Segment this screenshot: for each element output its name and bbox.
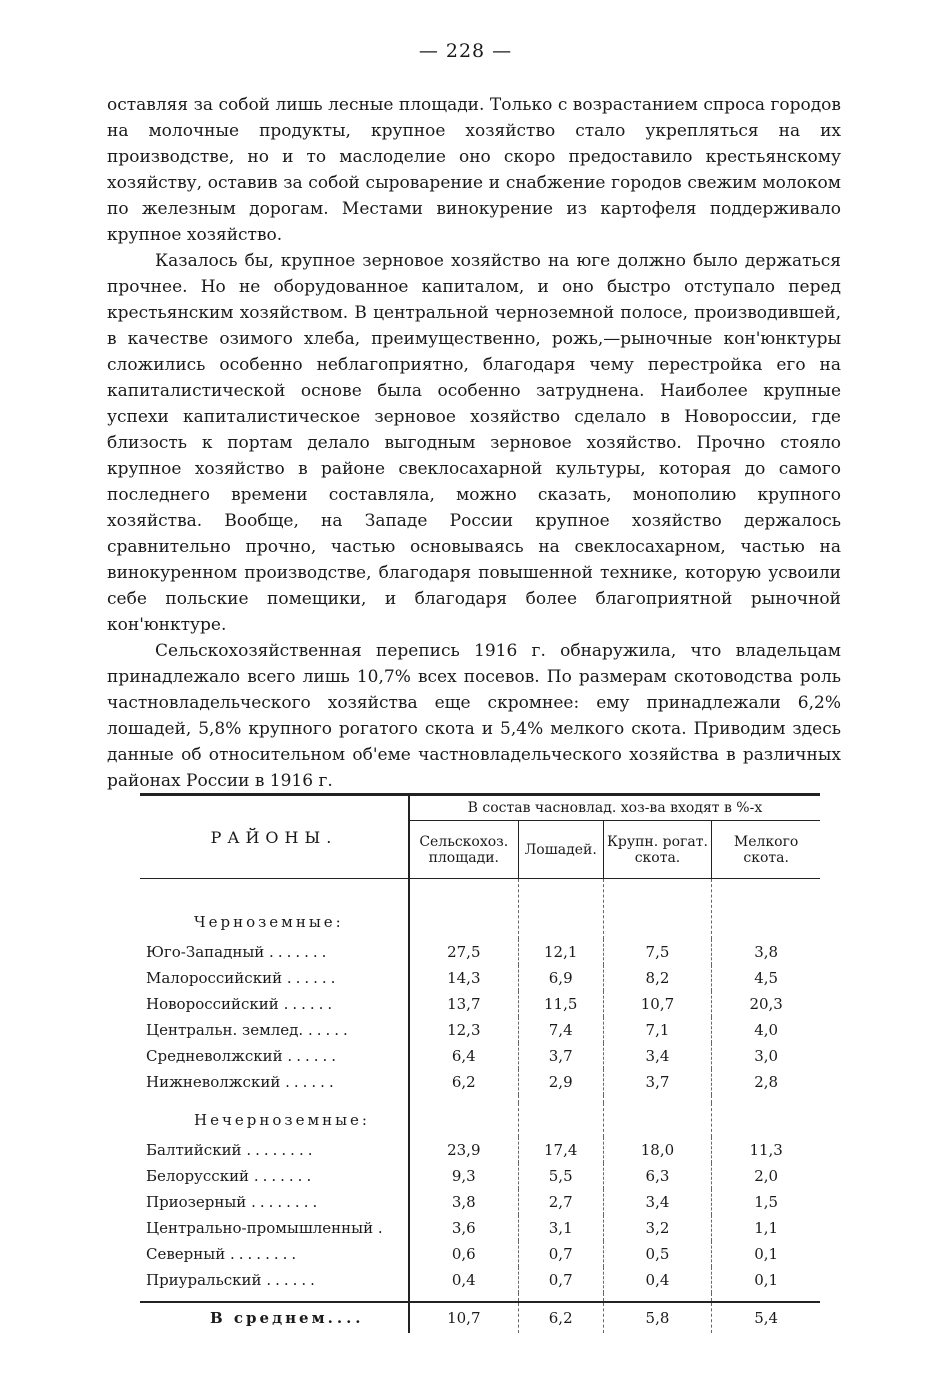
region-name bbox=[140, 1241, 409, 1267]
average-value: 5,4 bbox=[712, 1302, 820, 1333]
column-header-horses: Лошадей. bbox=[518, 821, 603, 879]
value-cell: 20,3 bbox=[749, 995, 783, 1013]
average-label bbox=[140, 1302, 409, 1333]
leader-dots: ....... bbox=[269, 943, 331, 961]
paragraph-2: Казалось бы, крупное зерновое хозяйство на юге должно было держаться прочнее. Но не оборудованное капиталом, и оно быстро отступало перед крестьянским хозяйством. В центральной черноземной полосе, производившей, в качестве озимого хлеба, преимущественно, рожь,—рыночные кон'юнктуры сложились особенно неблагоприятно, благодаря чему перестройка его на капиталистической основе была особенно затруднена. Наиболее крупные успехи капиталистическое зерновое хозяйство сделало в Новороссии, где близость к портам делало выгодным зерновое хозяйство. Прочно стояло крупное хозяйство в районе свеклосахарной культуры, которая до самого последнего времени составляла, можно сказать, монополию крупного хозяйства. Вообще, на Западе России крупное хозяйство держалось сравнительно прочно, частью основываясь на свеклосахарном, частью на винокуренном производстве, благодаря повышенной технике, которую усвоили себе польские помещики, и благодаря более благоприятной рыночной кон'юнктуре. bbox=[107, 251, 841, 635]
value-cell: 7,4 bbox=[518, 1017, 603, 1043]
value-cell: 17,4 bbox=[518, 1137, 603, 1163]
leader-dots: ........ bbox=[251, 1193, 322, 1211]
value-cell: 12,3 bbox=[409, 1017, 518, 1043]
table-row bbox=[140, 1069, 820, 1095]
value-cell: 0,7 bbox=[518, 1241, 603, 1267]
group-title bbox=[140, 1103, 409, 1137]
value-cell: 4,0 bbox=[754, 1021, 779, 1039]
empty-cell bbox=[140, 1095, 409, 1103]
value-cell: 3,0 bbox=[754, 1047, 779, 1065]
empty-cell bbox=[518, 1293, 603, 1302]
region-name bbox=[140, 1189, 409, 1215]
value-cell: 7,5 bbox=[603, 939, 712, 965]
group-title-text: Нечерноземные: bbox=[194, 1111, 370, 1129]
region-name bbox=[140, 1069, 409, 1095]
empty-cell bbox=[712, 1103, 820, 1137]
value-cell: 2,9 bbox=[518, 1069, 603, 1095]
leader-dots: ...... bbox=[266, 1271, 319, 1289]
leader-dots: ....... bbox=[253, 1167, 316, 1185]
table-row bbox=[140, 1215, 820, 1241]
leader-dots: ...... bbox=[286, 969, 340, 987]
column-header-cattle: Крупн. рогат. скота. bbox=[603, 821, 712, 879]
average-value: 6,2 bbox=[518, 1302, 603, 1333]
region-name-text: Юго-Западный bbox=[146, 943, 265, 961]
column-header-land: Сельскохоз. площади. bbox=[409, 821, 518, 879]
group-title bbox=[140, 879, 409, 940]
region-name-text: Центральн. землед. bbox=[146, 1021, 304, 1039]
region-name bbox=[140, 1215, 409, 1241]
value-cell: 12,1 bbox=[518, 939, 603, 965]
table-row bbox=[140, 1017, 820, 1043]
value-cell: 27,5 bbox=[409, 939, 518, 965]
paragraph-1: оставляя за собой лишь лесные площади. Только с возрастанием спроса городов на молочные продукты, крупное хозяйство стало укрепляться на их производстве, но и то маслоделие оно скоро предоставило крестьянскому хозяйству, оставив за собой сыроварение и снабжение городов свежим молоком по железным дорогам. Местами винокурение из картофеля поддерживало крупное хозяйство. bbox=[107, 95, 841, 245]
spacer-row bbox=[140, 1095, 820, 1103]
value-cell: 6,3 bbox=[603, 1163, 712, 1189]
table-row bbox=[140, 1163, 820, 1189]
empty-cell bbox=[409, 879, 518, 940]
value-cell: 4,5 bbox=[754, 969, 779, 987]
region-name bbox=[140, 1043, 409, 1069]
empty-cell bbox=[712, 1293, 820, 1302]
statistics-table bbox=[140, 793, 820, 1333]
empty-cell bbox=[518, 1095, 603, 1103]
group-row bbox=[140, 879, 820, 940]
value-cell: 0,1 bbox=[754, 1271, 779, 1289]
empty-cell bbox=[603, 1103, 712, 1137]
region-name-text: Нижневолжский bbox=[146, 1073, 281, 1091]
value-cell: 0,6 bbox=[409, 1241, 518, 1267]
group-row bbox=[140, 1103, 820, 1137]
region-name-text: Белорусский bbox=[146, 1167, 250, 1185]
table-row bbox=[140, 1043, 820, 1069]
empty-cell bbox=[712, 879, 820, 940]
leader-dots: ........ bbox=[230, 1245, 301, 1263]
group-title-text: Черноземные: bbox=[194, 913, 344, 931]
value-cell: 1,1 bbox=[754, 1219, 779, 1237]
value-cell: 2,0 bbox=[754, 1167, 779, 1185]
spacer-row bbox=[140, 1293, 820, 1302]
value-cell: 9,3 bbox=[409, 1163, 518, 1189]
value-cell: 3,4 bbox=[603, 1189, 712, 1215]
value-cell: 1,5 bbox=[754, 1193, 779, 1211]
value-cell: 11,5 bbox=[518, 991, 603, 1017]
leader-dots: .... bbox=[327, 1309, 365, 1327]
value-cell: 0,5 bbox=[603, 1241, 712, 1267]
value-cell: 6,4 bbox=[409, 1043, 518, 1069]
value-cell: 3,7 bbox=[518, 1043, 603, 1069]
table-row bbox=[140, 1189, 820, 1215]
empty-cell bbox=[603, 879, 712, 940]
value-cell: 6,2 bbox=[409, 1069, 518, 1095]
empty-cell bbox=[409, 1103, 518, 1137]
region-name-text: Приозерный bbox=[146, 1193, 247, 1211]
leader-dots: ..... bbox=[307, 1021, 352, 1039]
table-row bbox=[140, 965, 820, 991]
group-header: В состав часновлад. хоз-ва входят в %-х bbox=[409, 795, 820, 821]
value-cell: 0,4 bbox=[603, 1267, 712, 1293]
value-cell: 3,7 bbox=[603, 1069, 712, 1095]
empty-cell bbox=[140, 1293, 409, 1302]
empty-cell bbox=[712, 1095, 820, 1103]
table-row bbox=[140, 1267, 820, 1293]
page-number: — 228 — bbox=[418, 40, 513, 62]
region-name-text: Средневолжский bbox=[146, 1047, 283, 1065]
value-cell: 2,7 bbox=[518, 1189, 603, 1215]
value-cell: 0,1 bbox=[754, 1245, 779, 1263]
empty-cell bbox=[603, 1293, 712, 1302]
region-name bbox=[140, 1163, 409, 1189]
value-cell: 8,2 bbox=[603, 965, 712, 991]
value-cell: 10,7 bbox=[603, 991, 712, 1017]
value-cell: 3,8 bbox=[754, 943, 779, 961]
table-row bbox=[140, 939, 820, 965]
region-name bbox=[140, 1137, 409, 1163]
table-row bbox=[140, 1137, 820, 1163]
value-cell: 3,8 bbox=[409, 1189, 518, 1215]
body-text bbox=[107, 92, 841, 794]
average-value: 5,8 bbox=[603, 1302, 712, 1333]
leader-dots: ...... bbox=[285, 1073, 338, 1091]
region-header: РАЙОНЫ. bbox=[140, 795, 409, 879]
average-label-text: В среднем bbox=[210, 1309, 328, 1327]
region-name-text: Приуральский bbox=[146, 1271, 262, 1289]
value-cell: 18,0 bbox=[603, 1137, 712, 1163]
table-row bbox=[140, 1241, 820, 1267]
value-cell: 7,1 bbox=[603, 1017, 712, 1043]
value-cell: 11,3 bbox=[749, 1141, 783, 1159]
value-cell: 3,1 bbox=[518, 1215, 603, 1241]
empty-cell bbox=[518, 1103, 603, 1137]
region-name-text: Малороссийский bbox=[146, 969, 283, 987]
value-cell: 3,2 bbox=[603, 1215, 712, 1241]
region-name bbox=[140, 1017, 409, 1043]
empty-cell bbox=[409, 1293, 518, 1302]
empty-cell bbox=[518, 879, 603, 940]
value-cell: 5,5 bbox=[518, 1163, 603, 1189]
leader-dots: ........ bbox=[246, 1141, 317, 1159]
paragraph-3: Сельскохозяйственная перепись 1916 г. обнаружила, что владельцам принадлежало всего лишь 10,7% всех посевов. По размерам скотоводства роль частновладельческого хозяйства еще скромнее: ему принадлежали 6,2% лошадей, 5,8% крупного рогатого скота и 5,4% мелкого скота. Приводим здесь данные об относительном об'еме частновладельческого хозяйства в различных районах России в 1916 г. bbox=[107, 641, 841, 791]
value-cell: 0,4 bbox=[409, 1267, 518, 1293]
leader-dots: ...... bbox=[283, 995, 337, 1013]
value-cell: 6,9 bbox=[518, 965, 603, 991]
value-cell: 14,3 bbox=[409, 965, 518, 991]
value-cell: 13,7 bbox=[409, 991, 518, 1017]
region-name-text: Центрально-промышленный bbox=[146, 1219, 374, 1237]
empty-cell bbox=[603, 1095, 712, 1103]
value-cell: 23,9 bbox=[409, 1137, 518, 1163]
region-name bbox=[140, 991, 409, 1017]
value-cell: 2,8 bbox=[754, 1073, 779, 1091]
region-name bbox=[140, 939, 409, 965]
empty-cell bbox=[409, 1095, 518, 1103]
leader-dots: . bbox=[377, 1219, 387, 1237]
region-name-text: Северный bbox=[146, 1245, 226, 1263]
value-cell: 3,4 bbox=[603, 1043, 712, 1069]
value-cell: 3,6 bbox=[409, 1215, 518, 1241]
region-name bbox=[140, 1267, 409, 1293]
region-name-text: Балтийский bbox=[146, 1141, 242, 1159]
table-body bbox=[140, 879, 820, 1334]
table-row bbox=[140, 991, 820, 1017]
leader-dots: ...... bbox=[287, 1047, 341, 1065]
average-row bbox=[140, 1302, 820, 1333]
value-cell: 0,7 bbox=[518, 1267, 603, 1293]
region-name-text: Новороссийский bbox=[146, 995, 279, 1013]
region-name bbox=[140, 965, 409, 991]
average-value: 10,7 bbox=[409, 1302, 518, 1333]
column-header-small-livestock: Мелкого скота. bbox=[712, 821, 820, 879]
